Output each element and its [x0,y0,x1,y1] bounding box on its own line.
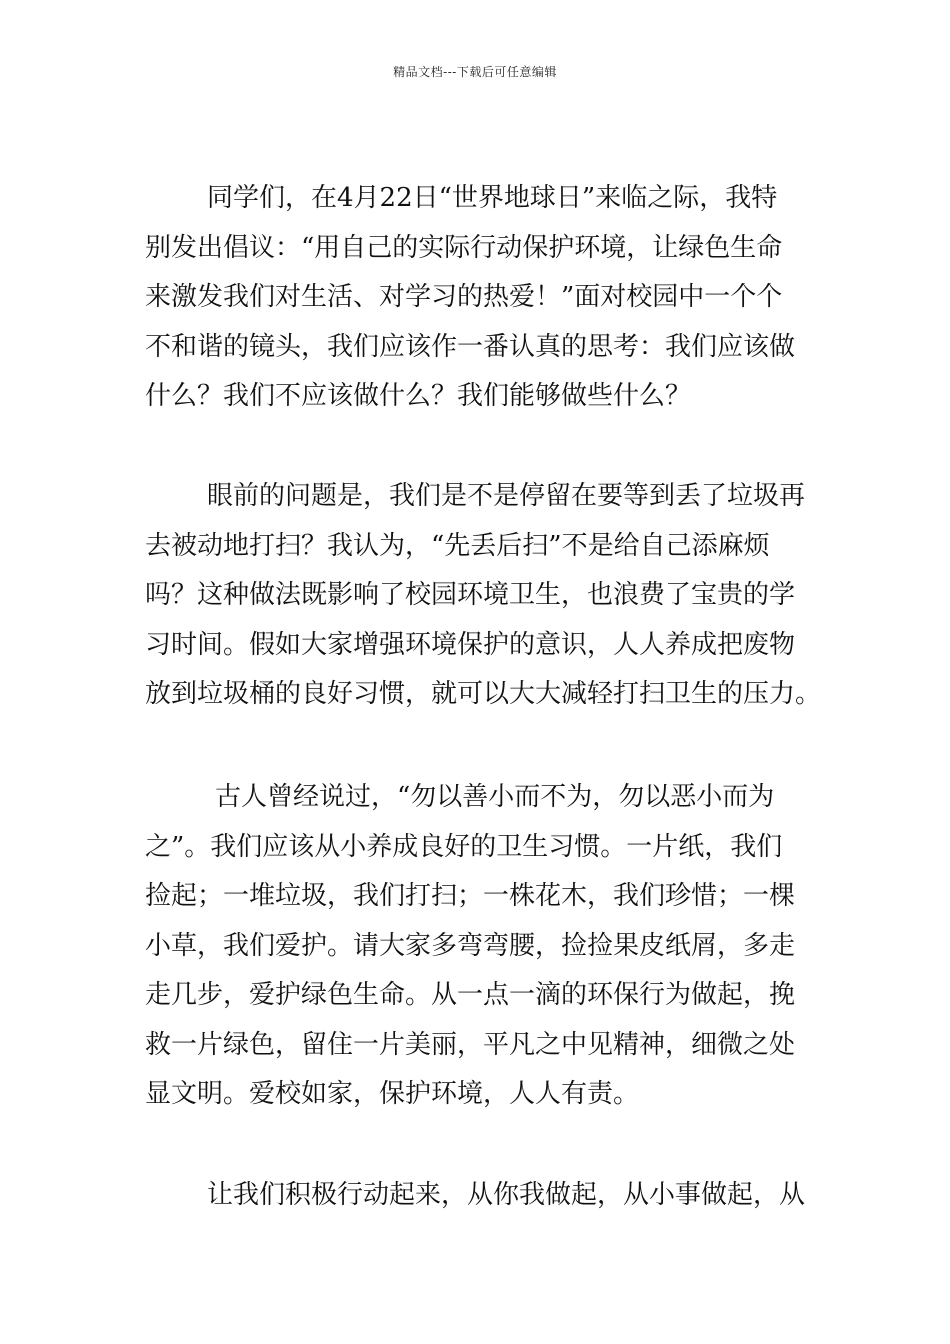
text-line: 古人曾经说过，“勿以善小而不为，勿以恶小而为 [215,782,775,812]
text-line: 眼前的问题是，我们是不是停留在要等到丢了垃圾再 [207,481,806,511]
text-line: 来激发我们对生活、对学习的热爱！”面对校园中一个个 [145,282,783,312]
text-line: 让我们积极行动起来，从你我做起，从小事做起，从 [207,1180,806,1210]
text-line: 走几步，爱护绿色生命。从一点一滴的环保行为做起，挽 [145,980,796,1010]
text-line: 去被动地打扫？我认为，“先丢后扫”不是给自己添麻烦 [145,530,770,561]
text-line: 显文明。爱校如家，保护环境，人人有责。 [145,1079,640,1109]
text-line: 同学们，在4月22日“世界地球日”来临之际，我特 [207,183,778,213]
paragraph-2 [145,472,822,720]
paragraph-1 [145,174,805,422]
page-header: 精品文档---下载后可任意编辑 [393,65,557,79]
text-line: 小草，我们爱护。请大家多弯弯腰，捡捡果皮纸屑，多走 [145,930,796,961]
paragraph-4 [145,1171,805,1221]
text-line: 别发出倡议：“用自己的实际行动保护环境，让绿色生命 [145,232,783,263]
paragraph-3 [145,773,805,1120]
text-line: 吗？这种做法既影响了校园环境卫生，也浪费了宝贵的学 [145,580,796,610]
text-line: 什么？我们不应该做什么？我们能够做些什么？ [145,381,692,411]
text-line: 习时间。假如大家增强环境保护的意识，人人养成把废物 [145,629,796,660]
text-line: 捡起；一堆垃圾，我们打扫；一株花木，我们珍惜；一棵 [145,881,796,911]
text-line: 救一片绿色，留住一片美丽，平凡之中见精神，细微之处 [145,1029,796,1060]
text-line: 之”。我们应该从小养成良好的卫生习惯。一片纸，我们 [145,831,783,862]
text-line: 不和谐的镜头，我们应该作一番认真的思考：我们应该做 [145,331,796,362]
text-line: 放到垃圾桶的良好习惯，就可以大大减轻打扫卫生的压力。 [145,679,822,709]
